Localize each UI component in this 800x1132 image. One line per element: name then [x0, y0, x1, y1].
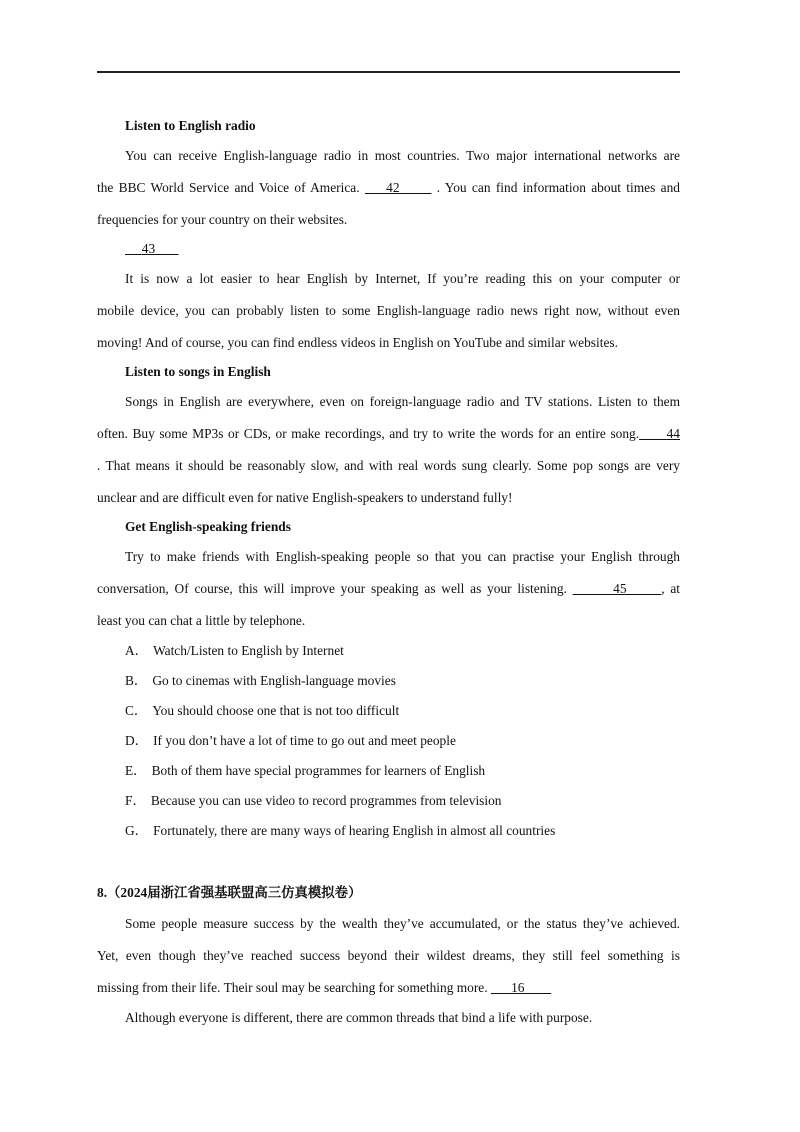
text-line: Yet, even though they’ve reached success beyond their wildest dreams, they still feel something is	[97, 948, 680, 963]
text-line: least you can chat a little by telephone.	[97, 613, 306, 628]
option-f: F． Because you can use video to record programmes from television	[125, 793, 502, 808]
text-line: conversation, Of course, this will improve your speaking as well as your listening. 45 , at	[97, 581, 680, 596]
text-line: moving! And of course, you can find endless videos in English on YouTube and similar websites.	[97, 335, 618, 350]
text-line: . That means it should be reasonably slow, and with real words sung clearly. Some pop songs are very	[97, 458, 680, 473]
heading-songs: Listen to songs in English	[125, 364, 271, 379]
option-c: C． You should choose one that is not too difficult	[125, 703, 400, 718]
text-line: Try to make friends with English-speaking people so that you can practise your English through	[125, 549, 680, 564]
option-b: B． Go to cinemas with English-language movies	[125, 673, 396, 688]
option-a: A． Watch/Listen to English by Internet	[125, 643, 344, 658]
option-g: G． Fortunately, there are many ways of hearing English in almost all countries	[125, 823, 556, 838]
question-8-heading: 8.（2024届浙江省强基联盟高三仿真模拟卷）	[97, 885, 362, 900]
heading-friends: Get English-speaking friends	[125, 519, 291, 534]
text-line: the BBC World Service and Voice of America. 42 . You can find information about times and	[97, 180, 680, 195]
text-line: often. Buy some MP3s or CDs, or make recordings, and try to write the words for an entire song. 44	[97, 426, 680, 441]
text-line: missing from their life. Their soul may be searching for something more. 16	[97, 980, 551, 996]
text-line: It is now a lot easier to hear English by Internet, If you’re reading this on your computer or	[125, 271, 680, 286]
text-line: You can receive English-language radio in most countries. Two major international networks are	[125, 148, 680, 163]
blank-16: 16	[511, 980, 525, 995]
text-line: frequencies for your country on their websites.	[97, 212, 348, 227]
option-e: E． Both of them have special programmes for learners of English	[125, 763, 486, 778]
text-line: unclear and are difficult even for native English-speakers to understand fully!	[97, 490, 513, 505]
text-line: mobile device, you can probably listen to some English-language radio news right now, without even	[97, 303, 680, 318]
header-rule	[97, 71, 680, 73]
blank-44: 44	[666, 426, 680, 441]
option-d: D． If you don’t have a lot of time to go out and meet people	[125, 733, 456, 748]
blank-43: 43	[141, 241, 156, 256]
text-line: Although everyone is different, there are common threads that bind a life with purpose.	[125, 1010, 593, 1025]
blank-45: 45	[613, 581, 627, 596]
blank-42: 42	[386, 180, 400, 195]
text-line: Songs in English are everywhere, even on foreign-language radio and TV stations. Listen to them	[125, 394, 680, 409]
heading-radio: Listen to English radio	[125, 118, 256, 133]
text-line: Some people measure success by the wealth they’ve accumulated, or the status they’ve achieved.	[125, 916, 680, 931]
